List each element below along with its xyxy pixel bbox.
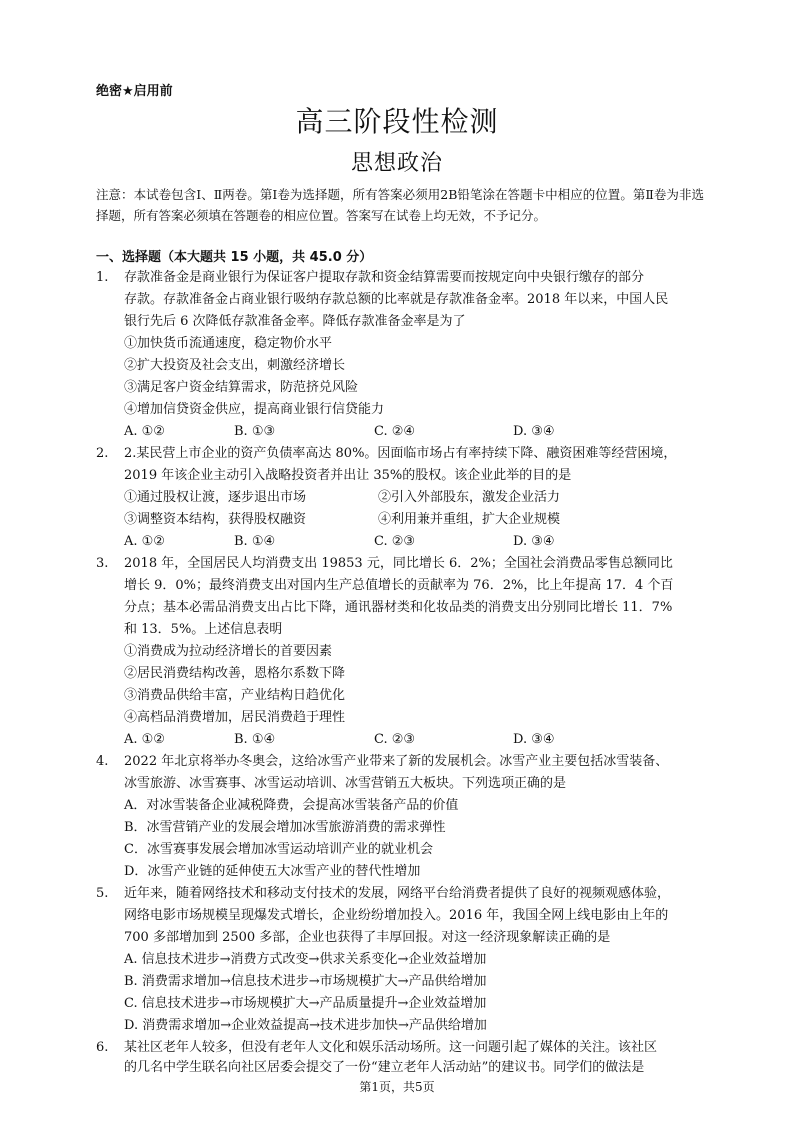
option-line: A．对冰雪装备企业减税降费，会提高冰雪装备产品的价值 <box>124 798 459 813</box>
exam-subject: 思想政治 <box>350 151 443 176</box>
statement: ④高档品消费增加，居民消费趋于理性 <box>124 710 346 725</box>
option-line: A. 信息技术进步→消费方式改变→供求关系变化→企业效益增加 <box>124 952 487 967</box>
option-line: B．冰雪营销产业的发展会增加冰雪旅游消费的需求弹性 <box>124 820 446 835</box>
question-number: 2. <box>96 446 109 461</box>
choice-b: B. ①④ <box>234 534 276 549</box>
option-line: C. 信息技术进步→市场规模扩大→产品质量提升→企业效益增加 <box>124 996 487 1011</box>
statement: ③满足客户资金结算需求，防范挤兑风险 <box>124 380 359 395</box>
option-line: C．冰雪赛事发展会增加冰雪运动培训产业的就业机会 <box>124 842 433 857</box>
statement: ②居民消费结构改善，恩格尔系数下降 <box>124 666 346 681</box>
statement: ③消费品供给丰富，产业结构日趋优化 <box>124 688 346 703</box>
choice-a: A. ①② <box>124 732 165 747</box>
choice-a: A. ①② <box>124 424 165 439</box>
question-text-line: 700 多部增加到 2500 多部，企业也获得了丰厚回报。对这一经济现象解读正确的是 <box>124 930 611 945</box>
question-number: 3. <box>96 556 109 571</box>
page-footer: 第1页，共5页 <box>359 1080 435 1094</box>
option-line: D. 消费需求增加→企业效益提高→技术进步加快→产品供给增加 <box>124 1018 487 1033</box>
choice-d: D. ③④ <box>513 534 555 549</box>
section-title: 一、选择题（本大题共 15 小题，共 45.0 分） <box>96 250 373 265</box>
question-number: 6. <box>96 1040 109 1055</box>
question-text-line: 冰雪旅游、冰雪赛事、冰雪运动培训、冰雪营销五大板块。下列选项正确的是 <box>124 776 567 791</box>
question-text-line: 2.某民营上市企业的资产负债率高达 80%。因面临市场占有率持续下降、融资困难等经营困境， <box>124 446 677 461</box>
question-text-line: 银行先后 6 次降低存款准备金率。降低存款准备金率是为了 <box>124 314 466 329</box>
choice-c: C. ②③ <box>374 732 416 747</box>
exam-title: 高三阶段性检测 <box>295 105 499 138</box>
question-text-line: 存款准备金是商业银行为保证客户提取存款和资金结算需要而按规定向中央银行缴存的部分 <box>124 270 645 285</box>
secret-label: 绝密★启用前 <box>96 84 173 99</box>
statement: ④增加信贷资金供应，提高商业银行信贷能力 <box>124 402 385 417</box>
statement: ①通过股权让渡，逐步退出市场 <box>124 490 307 505</box>
statement: ①消费成为拉动经济增长的首要因素 <box>124 644 333 659</box>
option-line: D．冰雪产业链的延伸使五大冰雪产业的替代性增加 <box>124 864 421 879</box>
exam-notice: 注意：本试卷包含Ⅰ、Ⅱ两卷。第Ⅰ卷为选择题，所有答案必须用2B铅笔涂在答题卡中相应的位置。第Ⅱ卷为非选择题，所有答案必须填在答题卷的相应位置。答案写在试卷上均无效，不予记分。 <box>96 187 704 223</box>
choice-b: B. ①④ <box>234 732 276 747</box>
question-number: 4. <box>96 754 109 769</box>
question-text-line: 近年来，随着网络技术和移动支付技术的发展，网络平台给消费者提供了良好的视频观感体验， <box>124 886 671 901</box>
statement: ④利用兼并重组，扩大企业规模 <box>378 512 561 527</box>
statement: ①加快货币流通速度，稳定物价水平 <box>124 336 333 351</box>
question-text-line: 2019 年该企业主动引入战略投资者并出让 35%的股权。该企业此举的目的是 <box>124 468 572 483</box>
question-text-line: 某社区老年人较多，但没有老年人文化和娱乐活动场所。这一问题引起了媒体的关注。该社区 <box>124 1040 658 1055</box>
choice-d: D. ③④ <box>513 424 555 439</box>
question-number: 5. <box>96 886 109 901</box>
statement: ③调整资本结构，获得股权融资 <box>124 512 307 527</box>
question-text-line: 网络电影市场规模呈现爆发式增长，企业纷纷增加投入。2016 年，我国全网上线电影由上年的 <box>124 908 669 923</box>
question-number: 1. <box>96 270 109 285</box>
choice-c: C. ②④ <box>374 424 416 439</box>
choice-d: D. ③④ <box>513 732 555 747</box>
choice-a: A. ①② <box>124 534 165 549</box>
question-text-line: 2022 年北京将举办冬奥会，这给冰雪产业带来了新的发展机会。冰雪产业主要包括冰雪装备、 <box>124 754 669 769</box>
statement: ②扩大投资及社会支出，刺激经济增长 <box>124 358 346 373</box>
question-text-line: 存款。存款准备金占商业银行吸纳存款总额的比率就是存款准备金率。2018 年以来，中国人民 <box>124 292 669 307</box>
question-text-line: 的几名中学生联名向社区居委会提交了一份“建立老年人活动站”的建议书。同学们的做法是 <box>124 1060 645 1075</box>
choice-c: C. ②③ <box>374 534 416 549</box>
question-text-line: 和 13．5%。上述信息表明 <box>124 622 283 637</box>
option-line: B. 消费需求增加→信息技术进步→市场规模扩大→产品供给增加 <box>124 974 487 989</box>
question-text-line: 增长 9．0%；最终消费支出对国内生产总值增长的贡献率为 76．2%，比上年提高 17．4 个百 <box>124 578 674 593</box>
question-text-line: 2018 年，全国居民人均消费支出 19853 元，同比增长 6．2%；全国社会消费品零售总额同比 <box>124 556 673 571</box>
choice-b: B. ①③ <box>234 424 276 439</box>
question-text-line: 分点；基本必需品消费支出占比下降，通讯器材类和化妆品类的消费支出分别同比增长 11．7% <box>124 600 673 615</box>
statement: ②引入外部股东，激发企业活力 <box>378 490 561 505</box>
